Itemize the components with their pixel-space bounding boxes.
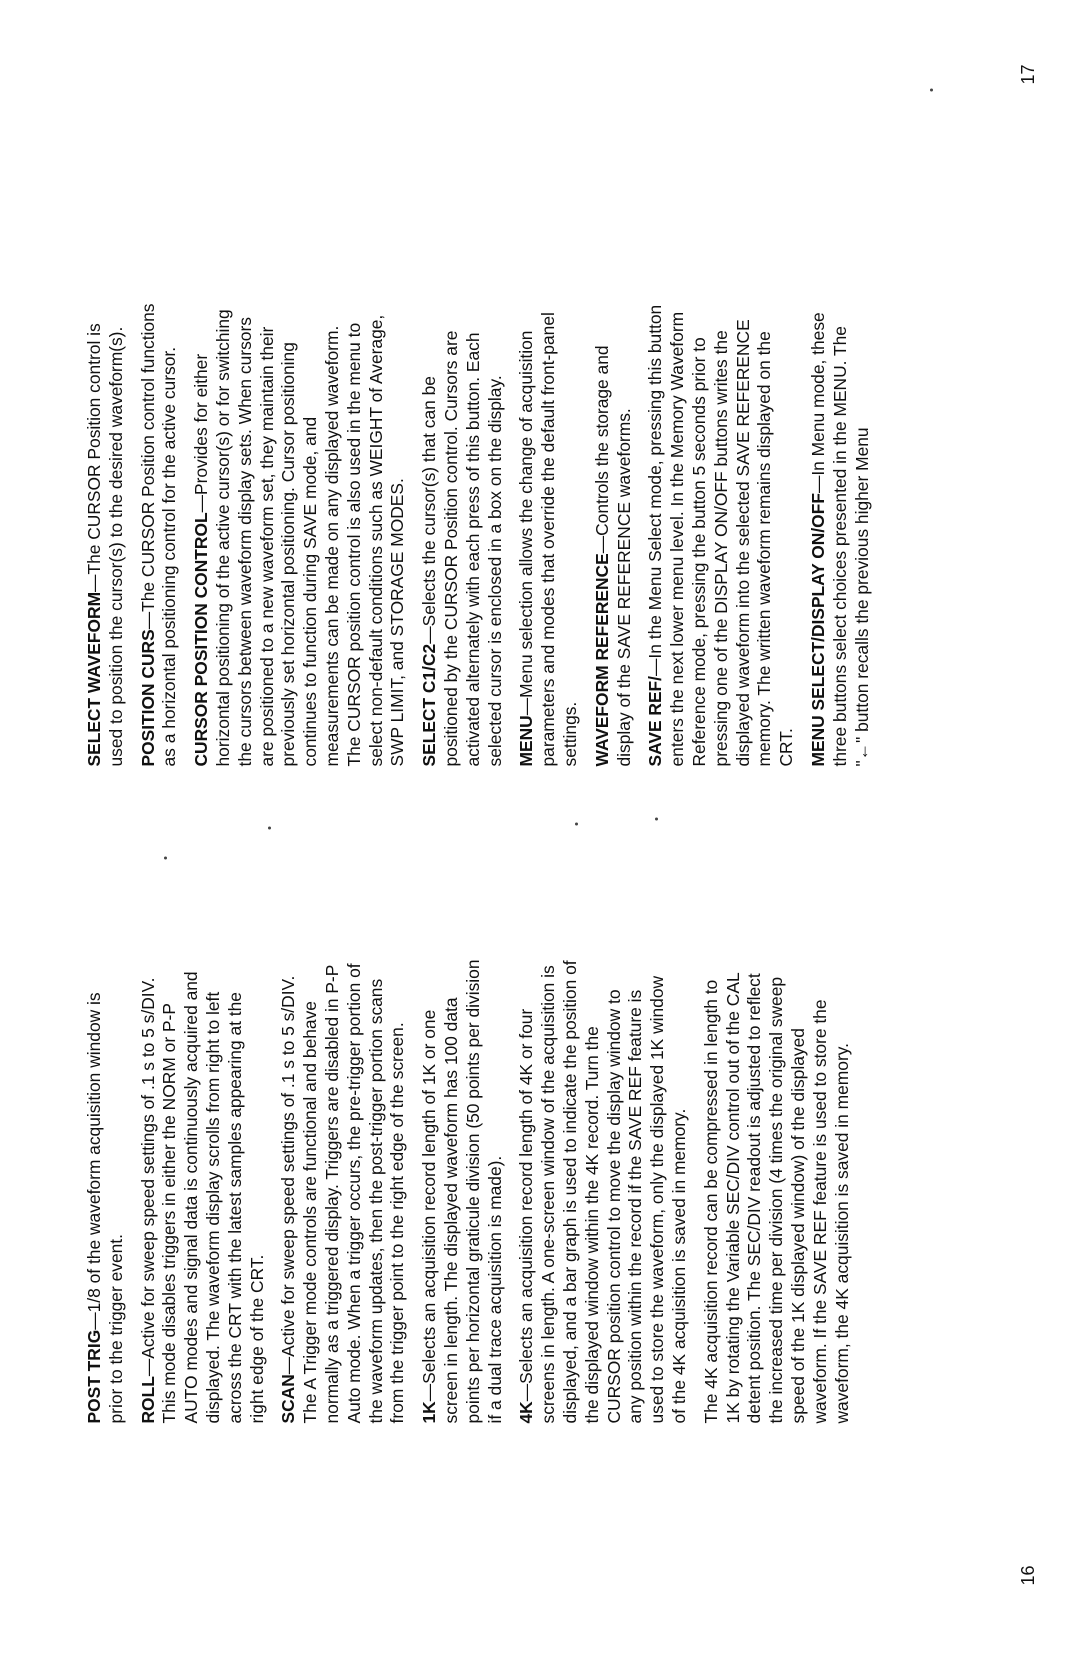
entry-select-c1-c2: SELECT C1/C2—Selects the cursor(s) that can be positioned by the CURSOR Position control. Cursors are activated alternately with each press of this button. Each selected cursor is enclosed in a box on the display. (419, 330, 505, 766)
scan-speck (164, 856, 167, 859)
entry-waveform-reference: WAVEFORM REFERENCE—Controls the storage and display of the SAVE REFERENCE waveforms. (591, 344, 634, 766)
entry-post-trig: POST TRIG—1/8 of the waveform acquisition window is prior to the trigger event. (84, 991, 126, 1423)
entry-1k: 1K—Selects an acquisition record length of 1K or one screen in length. The displayed waveform has 100 data points per horizontal graticule division (50 points per division if a dual trace acquisition is made). (419, 958, 505, 1423)
scan-speck (268, 826, 271, 829)
entry-roll: ROLL—Active for sweep speed settings of .1 s to 5 s/DIV. This mode disables triggers in either the NORM or P-P AUTO modes and signal data is continuously acquired and displayed. The waveform display scrolls from right to left across the CRT with the latest samples appearing at the right edge of the CRT. (137, 970, 267, 1423)
left-column (84, 958, 863, 1423)
paragraph-4k-compression: The 4K acquisition record can be compressed in length to 1K by rotating the Variable SEC/DIV control out of the CAL detent position. The SEC/DIV readout is adjusted to reflect the increased time per division (4 times the original sweep speed of the 1K displayed window) of the displayed waveform. If the SAVE REF feature is used to store the waveform, the 4K acquisition is saved in memory. (700, 972, 852, 1423)
entry-cursor-position-control: CURSOR POSITION CONTROL—Provides for either horizontal positioning of the active cursor(s) or for switching the cursors between waveform display sets. When cursors are positioned to a new waveform set, they maintain their previously set horizontal positioning. Cursor positioning continues to function during SAVE mode, and measurements can be made on any displayed waveform. The CURSOR position control is also used in the menu to select non-default conditions such as WEIGHT of Average, SWP LIMIT, and STORAGE MODES. (191, 308, 408, 766)
entry-position-curs: POSITION CURS—The CURSOR Position control functions as a horizontal positioning control for the active cursor. (137, 303, 180, 766)
scan-speck (575, 822, 578, 825)
entry-menu: MENU—Menu selection allows the change of acquisition parameters and modes that override the default front-panel settings. (516, 311, 580, 766)
page-number-left: 16 (1018, 1564, 1038, 1585)
left-page (0, 836, 1080, 1671)
entry-save-ref: SAVE REF/—In the Menu Select mode, pressing this button enters the next lower menu level. In the Memory Waveform Reference mode, pressing the button 5 seconds prior to pressing one of the DISPLAY ON/OFF buttons writes the displayed waveform into the selected SAVE REFERENCE memory. The written waveform remains displayed on the CRT. (645, 304, 797, 766)
entry-menu-select-display: MENU SELECT/DISPLAY ON/OFF—In Menu mode, these three buttons select choices presented in the MENU. The "←" button recalls the previous higher Menu (807, 311, 872, 766)
right-page (0, 1, 1080, 836)
entry-select-waveform: SELECT WAVEFORM—The CURSOR Position control is used to position the cursor(s) to the desired waveform(s). (84, 322, 126, 766)
page-number-right: 17 (1018, 63, 1038, 84)
scan-speck (930, 88, 933, 91)
scan-speck (655, 817, 658, 820)
entry-scan: SCAN—Active for sweep speed settings of .1 s to 5 s/DIV. The A Trigger mode controls are functional and behave normally as a triggered display. Triggers are disabled in P-P Auto mode. When a trigger occurs, the pre-trigger portion of the waveform updates, then the post-trigger portion scans from the trigger point to the right edge of the screen. (278, 962, 408, 1423)
right-column (84, 301, 883, 766)
entry-4k: 4K—Selects an acquisition record length of 4K or four screens in length. A one-screen window of the acquisition is displayed, and a bar graph is used to indicate the position of the displayed window within the 4K record. Turn the CURSOR position control to move the display window to any position within the record if the SAVE REF feature is used to store the waveform, only the displayed 1K window of the 4K acquisition is saved in memory. (516, 959, 689, 1423)
